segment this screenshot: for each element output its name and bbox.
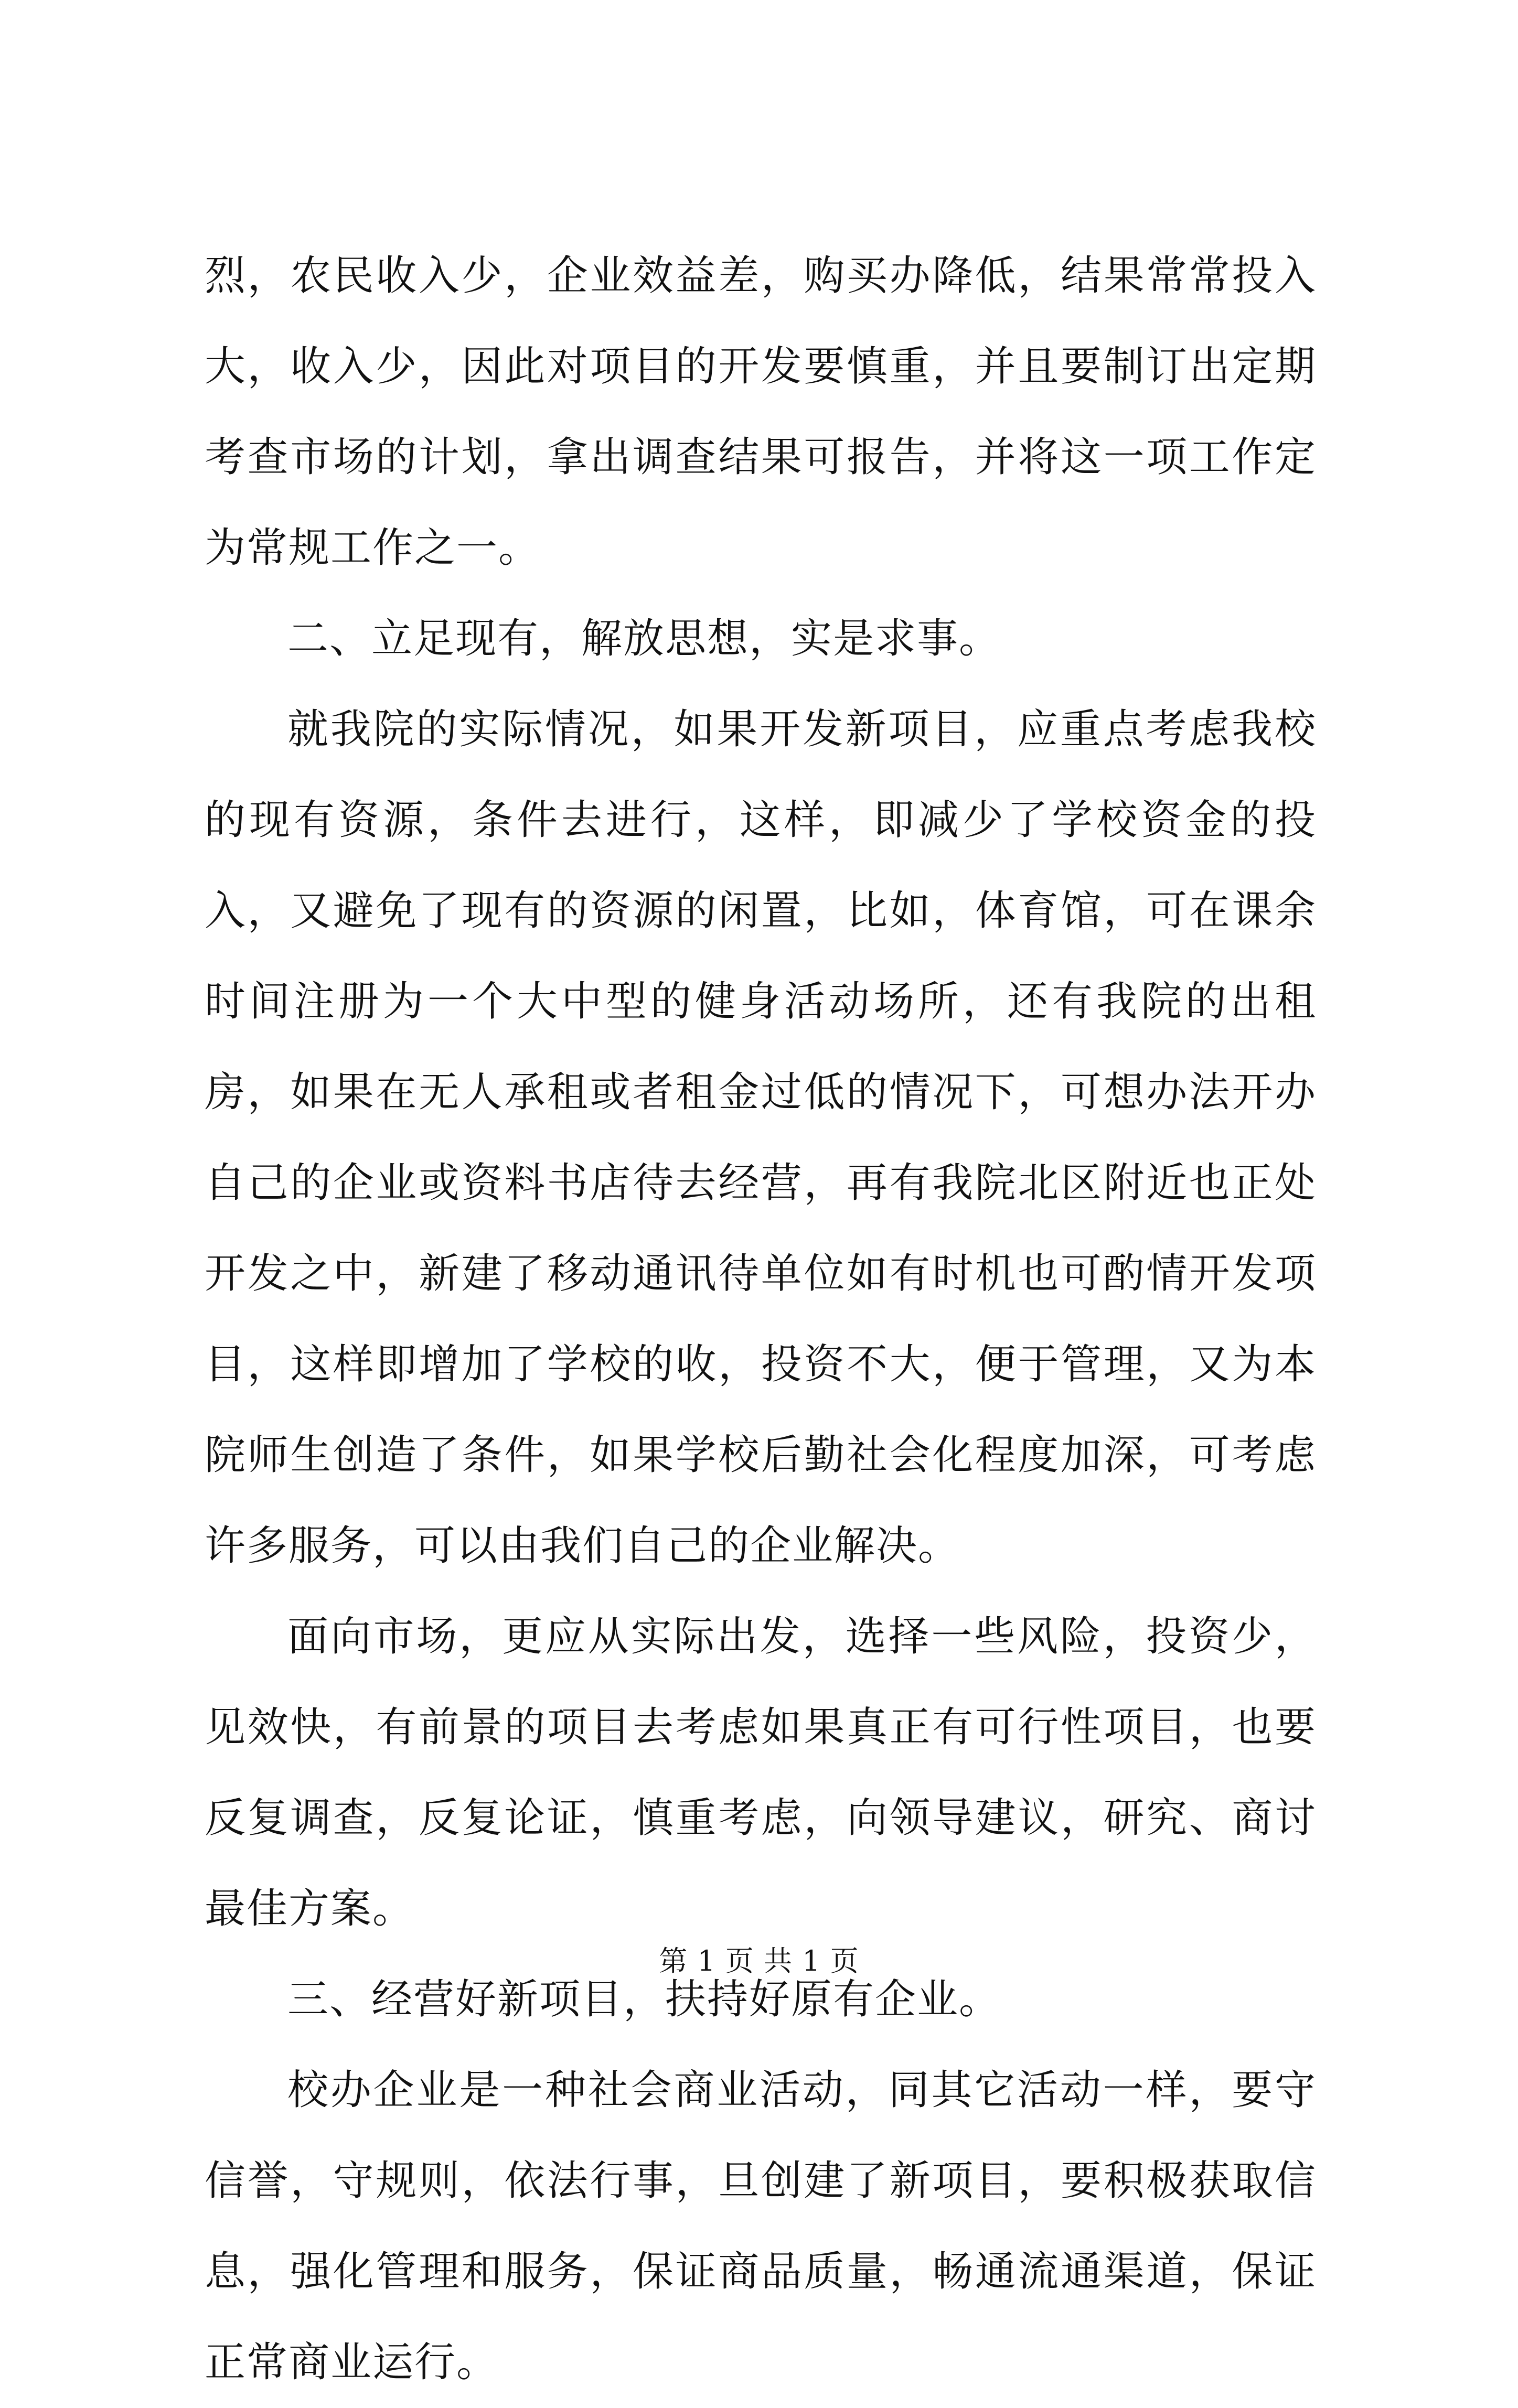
document-body (205, 231, 1317, 2408)
section-heading-3: 三、经营好新项目，扶持好原有企业。 (287, 1976, 1001, 2023)
section-heading-2: 二、立足现有，解放思想，实是求事。 (287, 615, 1001, 662)
paragraph-market: 面向市场，更应从实际出发，选择一些风险，投资少，见效快，有前景的项目去考虑如果真正有可行性项目，也要反复调查，反复论证，慎重考虑，向领导建议，研究、商讨最佳方案。 (205, 1613, 1317, 1932)
page-footer: 第 1 页 共 1 页 (659, 1944, 859, 1977)
paragraph-enterprise: 校办企业是一种社会商业活动，同其它活动一样，要守信誉，守规则，依法行事，旦创建了新项目，要积极获取信息，强化管理和服务，保证商品质量，畅通流通渠道，保证正常商业运行。 (205, 2067, 1317, 2386)
paragraph-continuation: 烈，农民收入少，企业效益差，购买办降低，结果常常投入大，收入少，因此对项目的开发要慎重，并且要制订出定期考查市场的计划，拿出调查结果可报告，并将这一项工作定为常规工作之一。 (205, 252, 1317, 572)
paragraph-resources: 就我院的实际情况，如果开发新项目，应重点考虑我校的现有资源，条件去进行，这样，即减少了学校资金的投入，又避免了现有的资源的闲置，比如，体育馆，可在课余时间注册为一个大中型的健身活动场所，还有我院的出租房，如果在无人承租或者租金过低的情况下，可想办法开办自己的企业或资料书店待去经营，再有我院北区附近也正处开发之中，新建了移动通讯待单位如有时机也可酌情开发项目，这样即增加了学校的收，投资不大，便于管理，又为本院师生创造了条件，如果学校后勤社会化程度加深，可考虑许多服务，可以由我们自己的企业解决。 (205, 706, 1317, 1570)
